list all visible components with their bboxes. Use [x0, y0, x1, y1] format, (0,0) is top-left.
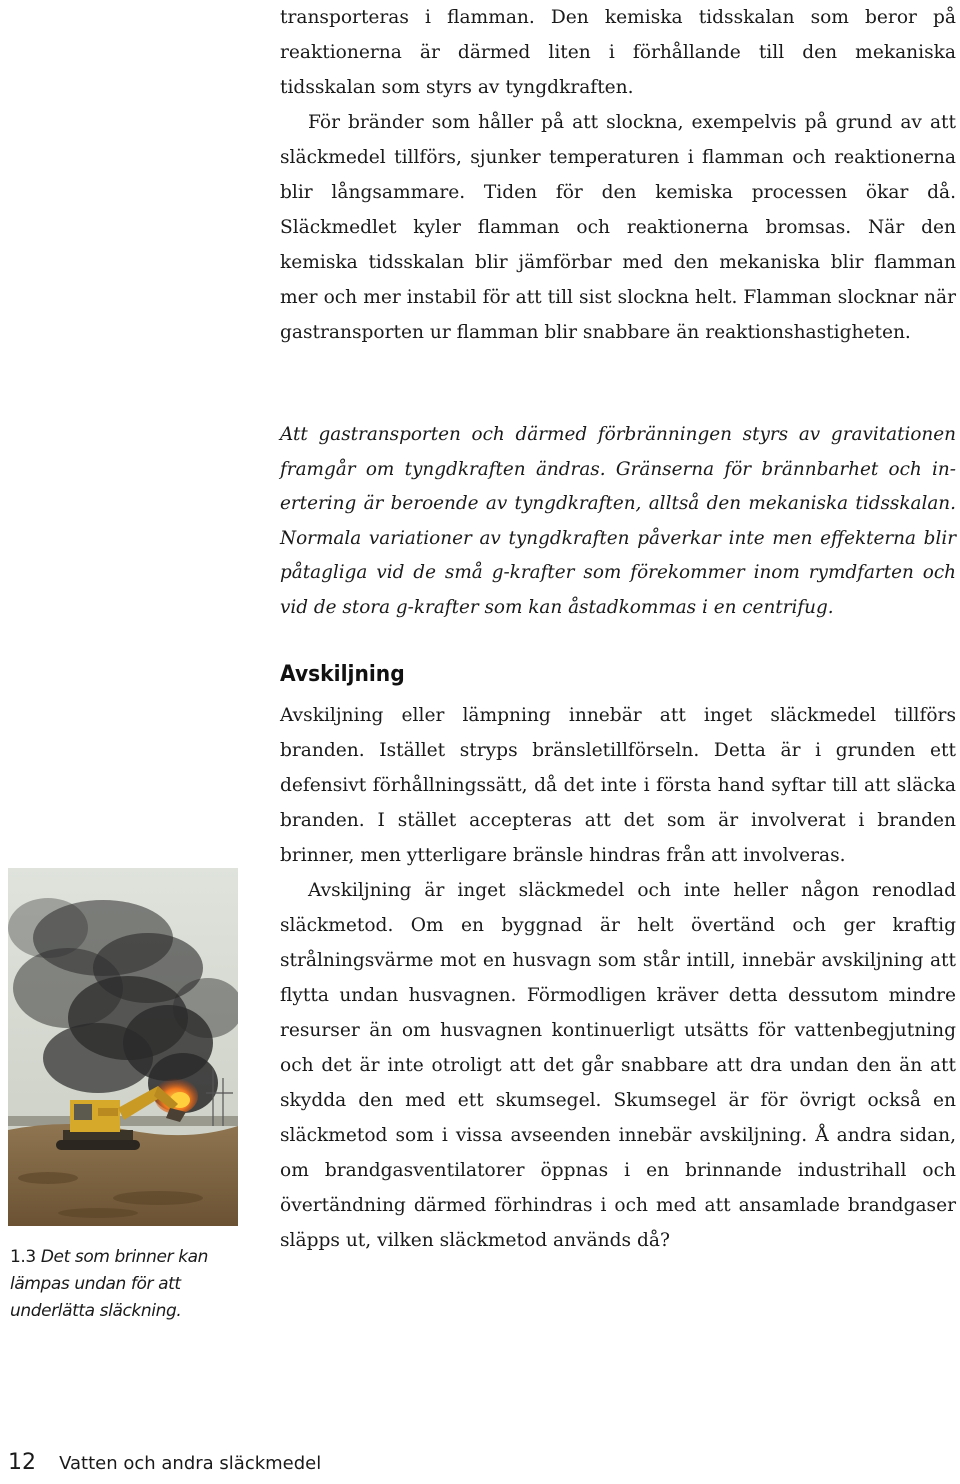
figure-caption-text: Det som brinner kan lämpas undan för att underlätta släckning. [10, 1247, 209, 1321]
section-body [280, 698, 956, 1258]
intro-paragraph-1: transporteras i flamman. Den kemiska tidsskalan som beror på reaktionerna är därmed liten i förhållande till den mekaniska tidsskalan som styrs av tyngdkraften. [280, 7, 956, 98]
intro-paragraph-2: För bränder som håller på att slockna, exempelvis på grund av att släckmedel tillförs, sjunker temperaturen i flamman och reaktionerna blir långsammare. Tiden för den kemiska processen ökar då. Släckmedlet kyler flamman och reaktionerna bromsas. När den kemiska tidsskalan blir jämförbar med den mekaniska blir flamman mer och mer instabil för att till sist slockna helt. Flamman slocknar när gastransporten ur flamman blir snabbare än reaktionshastigheten. [280, 112, 956, 343]
section-paragraph-2: Avskiljning är inget släckmedel och inte heller någon renodlad släckmetod. Om en byggnad är helt övertänd och ger kraftig strålningsvärme mot en husvagn som står intill, innebär avskiljning att flytta undan husvagnen. Förmodligen kräver detta dessutom mindre resurser än om husvagnen kontinuerligt utsätts för vattenbegjutning och det är inte otroligt att det går snabbare att dra undan den än att skydda den med ett skumsegel. Skumsegel är för övrigt också en släckmetod som i vissa avseenden innebär avskiljning. Å andra sidan, om brandgasventilatorer öppnas i en brinnande industrihall och övertändning därmed förhindras i och med att ansamlade brandgaser släpps ut, vilken släckmetod används då? [280, 880, 956, 1251]
intro-text [280, 0, 956, 350]
running-title: Vatten och andra släckmedel [59, 1453, 322, 1474]
italic-aside-paragraph: Att gastransporten och därmed förbränningen styrs av gravitationen framgår om tyngdkraften ändras. Gränserna för brännbarhet och inertering är beroende av tyngdkraften, alltså den mekaniska tidsskalan. Normala variationer av tyngdkraften påverkar inte men effekterna blir påtagliga vid de små g-krafter som förekommer inom rymdfarten och vid de stora g-krafter som kan åstadkommas i en centrifug. [280, 424, 956, 618]
italic-aside [280, 418, 956, 625]
burning-excavator-photo [8, 868, 238, 1226]
section-heading: Avskiljning [280, 662, 405, 687]
section-paragraph-1: Avskiljning eller lämpning innebär att inget släckmedel tillförs branden. Istället stryps bränsletillförseln. Detta är i grunden ett defensivt förhållningssätt, då det inte i första hand syftar till att släcka branden. I stället accepteras att det som är involverat i branden brinner, men ytterligare bränsle hindras från att involveras. [280, 705, 956, 866]
figure-caption [10, 1244, 232, 1325]
figure-number: 1.3 [10, 1247, 36, 1267]
figure-photo [8, 868, 238, 1226]
page-number: 12 [8, 1450, 36, 1475]
page-footer [8, 1450, 321, 1484]
